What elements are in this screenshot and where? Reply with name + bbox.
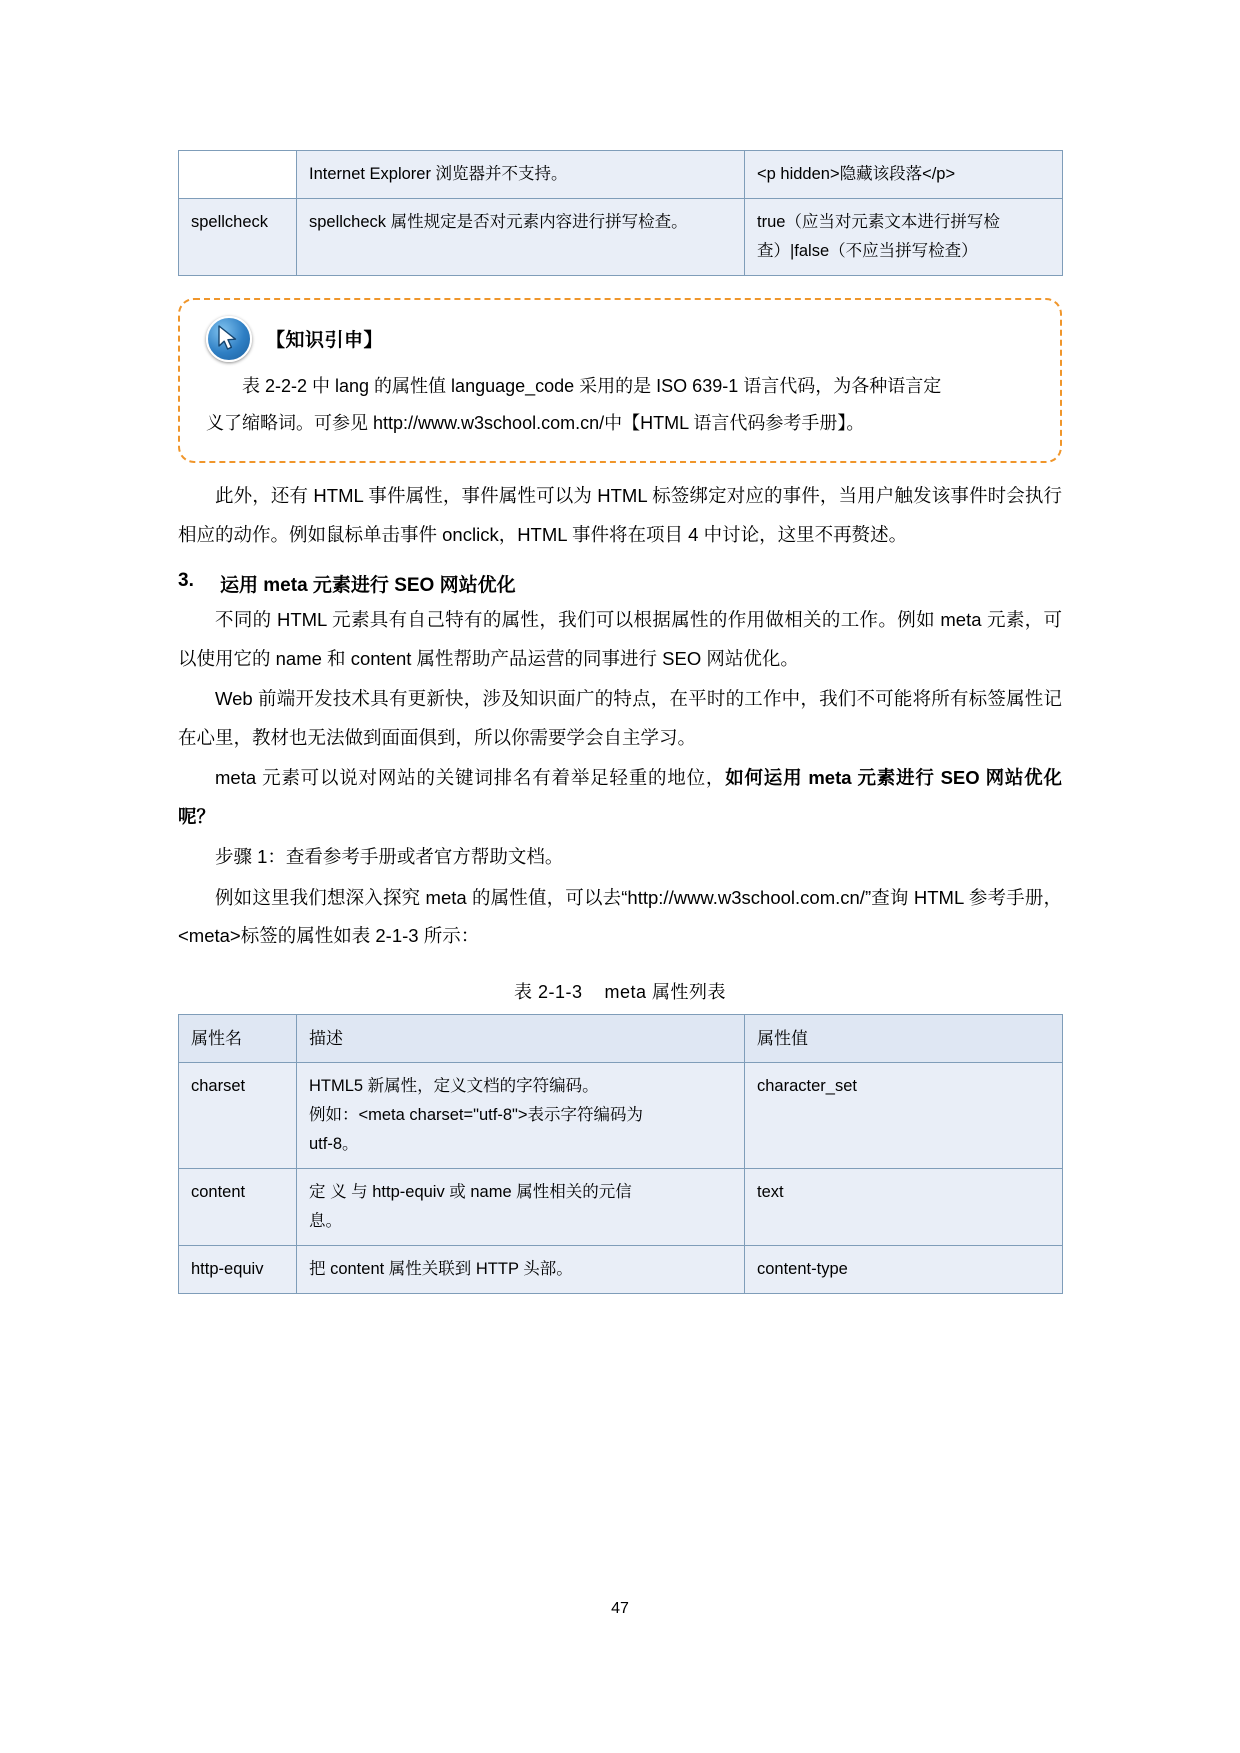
attribute-table-continued <box>178 150 1063 276</box>
table-row <box>179 1063 1063 1169</box>
cell-attr-name: spellcheck <box>179 198 297 275</box>
header-attr-name: 属性名 <box>179 1014 297 1063</box>
knowledge-extension-callout <box>178 298 1062 464</box>
desc-line-1: HTML5 新属性，定义文档的字符编码。 <box>309 1077 599 1096</box>
paragraph-reference-manual: 例如这里我们想深入探究 meta 的属性值，可以去“http://www.w3school.com.cn/”查询 HTML 参考手册，<meta>标签的属性如表 2-1-3 所示： <box>178 886 1062 947</box>
callout-header <box>206 316 1034 362</box>
cell-desc <box>297 1168 745 1245</box>
section-number: 3. <box>178 570 194 592</box>
cell-attr-value: text <box>745 1168 1063 1245</box>
cell-desc: 把 content 属性关联到 HTTP 头部。 <box>297 1245 745 1293</box>
desc-line-2: 息。 <box>309 1211 342 1230</box>
callout-line-1: 表 2-2-2 中 lang 的属性值 language_code 采用的是 ISO 639-1 语言代码，为各种语言定 <box>242 375 942 396</box>
cell-attr-name: http-equiv <box>179 1245 297 1293</box>
cursor-arrow-icon <box>206 316 252 362</box>
cell-attr-desc: Internet Explorer 浏览器并不支持。 <box>297 151 745 199</box>
meta-attribute-table <box>178 1014 1063 1294</box>
desc-line-3: utf-8。 <box>309 1135 359 1154</box>
callout-line-2: 义了缩略词。可参见 http://www.w3school.com.cn/中【HTML 语言代码参考手册】。 <box>206 412 865 433</box>
paragraph-meta-seo-bold: 如何运用 meta 元素进行 SEO 网站优化呢？ <box>178 767 1062 827</box>
table-header-row <box>179 1014 1063 1063</box>
cell-attr-desc: spellcheck 属性规定是否对元素内容进行拼写检查。 <box>297 198 745 275</box>
caption-title: meta 属性列表 <box>604 981 727 1002</box>
cell-attr-name <box>179 151 297 199</box>
cell-attr-value: true（应当对元素文本进行拼写检查）|false（不应当拼写检查） <box>745 198 1063 275</box>
table-row <box>179 151 1063 199</box>
cell-attr-name: content <box>179 1168 297 1245</box>
cell-desc <box>297 1063 745 1169</box>
paragraph-step-1: 步骤 1：查看参考手册或者官方帮助文档。 <box>215 846 564 868</box>
table-row <box>179 1245 1063 1293</box>
table-row <box>179 1168 1063 1245</box>
paragraph-meta-seo <box>178 759 1062 836</box>
callout-body <box>206 368 1034 442</box>
caption-label: 表 2-1-3 <box>513 981 583 1002</box>
desc-line-1: 定 义 与 http-equiv 或 name 属性相关的元信 <box>309 1182 632 1201</box>
paragraph-meta-intro: 不同的 HTML 元素具有自己特有的属性，我们可以根据属性的作用做相关的工作。例如 meta 元素，可以使用它的 name 和 content 属性帮助产品运营的同事进行 SEO 网站优化。 <box>178 609 1062 669</box>
paragraph-meta-seo-normal: meta 元素可以说对网站的关键词排名有着举足轻重的地位， <box>215 767 726 789</box>
header-desc: 描述 <box>297 1014 745 1063</box>
cell-attr-name: charset <box>179 1063 297 1169</box>
table-row <box>179 198 1063 275</box>
desc-line-2: 例如：<meta charset="utf-8">表示字符编码为 <box>309 1106 644 1125</box>
callout-title: 【知识引申】 <box>266 330 384 352</box>
section-heading-3 <box>178 570 1062 597</box>
section-title: 运用 meta 元素进行 SEO 网站优化 <box>220 575 516 597</box>
header-attr-value: 属性值 <box>745 1014 1063 1063</box>
cell-attr-value: <p hidden>隐藏该段落</p> <box>745 151 1063 199</box>
meta-table-caption <box>178 978 1062 1004</box>
cell-attr-value: character_set <box>745 1063 1063 1169</box>
page-number: 47 <box>611 1600 629 1617</box>
paragraph-web-frontend: Web 前端开发技术具有更新快，涉及知识面广的特点，在平时的工作中，我们不可能将所有标签属性记在心里，教材也无法做到面面俱到，所以你需要学会自主学习。 <box>178 688 1062 748</box>
cell-attr-value: content-type <box>745 1245 1063 1293</box>
paragraph-events: 此外，还有 HTML 事件属性，事件属性可以为 HTML 标签绑定对应的事件，当用户触发该事件时会执行相应的动作。例如鼠标单击事件 onclick，HTML 事件将在项目 4 中讨论，这里不再赘述。 <box>178 485 1062 545</box>
